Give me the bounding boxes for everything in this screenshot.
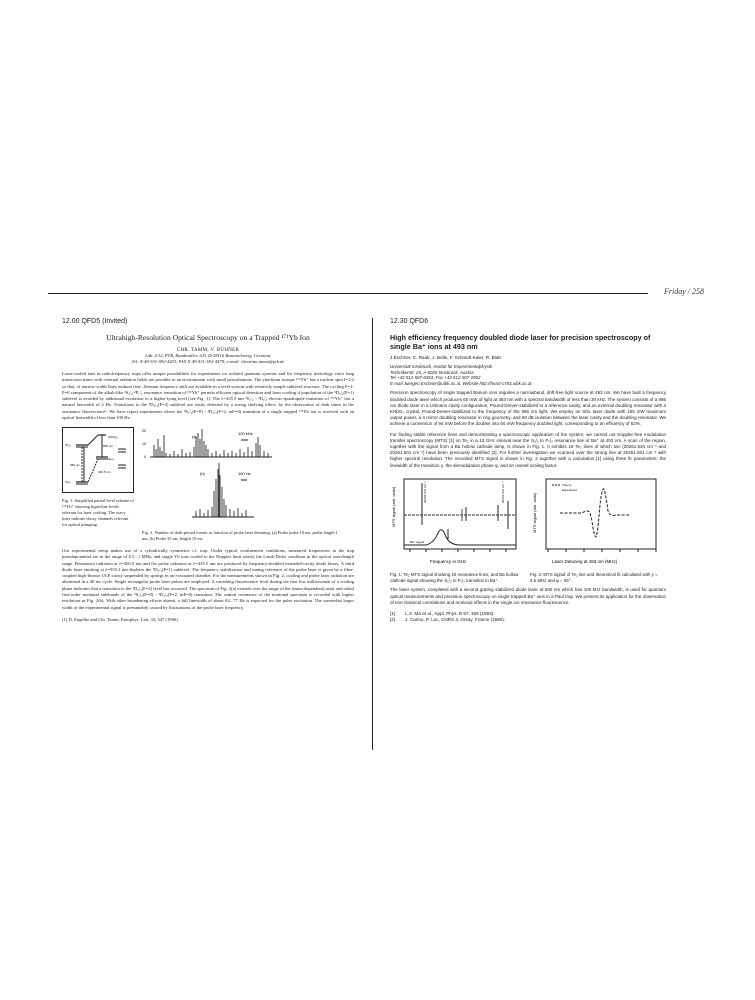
- left-title: Ultrahigh-Resolution Optical Spectroscopy on a Trapped ¹⁷¹Yb Ion: [106, 333, 310, 342]
- page-header: Friday / 258: [664, 287, 704, 296]
- right-figure-1-caption: Fig. 1: Te₂ MTS signal showing 16 resonance lines, and Ba hollow cathode signal showing the S₁/₂ to P₁/₂ transition in Ba⁺.: [390, 571, 519, 583]
- left-figure-1: [62, 427, 134, 542]
- right-figure-2: [530, 475, 660, 584]
- fig2-xlabel: Laser Detuning at 493 nm (MHz): [552, 558, 618, 564]
- ref-1-text: L.S. Ma et al., Appl. Phys. B 57, 159 (1993).: [405, 611, 495, 617]
- right-paragraph-3: The laser system, completed with a second grating stabilized diode laser at 650 nm which has 100 kHz bandwidth, is used for quantum optical measurements and precision spectroscopy on single trapped Ba⁺ ions in a Paul trap. We present its application for the observation of non-classical correlations and motional effects in the single ion resonance fluorescence.: [390, 587, 666, 605]
- right-paragraph-2: For finding stable reference lines and demonstrating a spectroscopic application of the system, we carried out Doppler-free modulation transfer spectroscopy (MTS) [1] on Te₂ in a 13 GHz interval near the S₁/₂ to P₁/₂ resonance line of Ba⁺ at 493 nm. A scan of the region, together with the signal from a Ba hollow cathode lamp, is shown in Fig. 1. It exhibits 16 Te₂ lines of which two (20261.534 cm⁻¹ and 20261.601 cm⁻¹) have been previously identified [2]. For further investigation we scanned over the strong line at 20261.561 cm⁻¹ with higher spectral resolution. The recorded MTS signal is shown in Fig. 2 together with a calculation [1] using three fit parameters: the linewidth of the transition γ, the demodulation phase φ, and an overall scaling factor.: [390, 431, 666, 468]
- svg-text:²[3/2]₁/₂: ²[3/2]₁/₂: [108, 435, 118, 440]
- panel-a-label: (a): [192, 434, 197, 440]
- left-contact: Tel: X-49-531-592-4433, FAX X-49-531-592-4479; e-mail: christian.tamm@ptb.de: [131, 359, 285, 364]
- mts-line-fit-chart: [530, 475, 660, 567]
- left-session-label: 12.00 QFD5 (Invited): [62, 318, 128, 325]
- ref-2-number: [2]: [390, 617, 396, 623]
- left-authors: CHR. TAMM, V. BÜHNER: [176, 348, 240, 353]
- column-divider: [372, 318, 373, 750]
- ref-2-text: J. Cariou, P. Luc, CNRS 3, Orsay, France (1980).: [405, 617, 506, 623]
- right-session-label: 12.30 QFD6: [390, 318, 429, 325]
- level-scheme-diagram: [62, 427, 134, 493]
- left-figure-2: [142, 427, 342, 542]
- fig1-annotation-2: 20261.601 cm⁻¹: [501, 481, 505, 503]
- fig2-legend-experiment: Experiment: [562, 487, 578, 492]
- left-paragraph-2: Our experimental setup makes use of a cylindrically symmetric r.f. trap. Under typical confinement conditions, measured frequencies in the trap pseudopotential are in the range of 0.5...1 MHz, and single Yb ions cooled to the Doppler limit satisfy the Lamb-Dicke condition in the optical wavelength range. Resonance radiation at λ=369.5 nm and the probe radiation at λ=435.5 nm are produced by frequency-doubled extended-cavity diode lasers. A third diode laser emitting at λ=935.2 nm depletes the ²D₃/₂(F=1) sublevel. The frequency stabilization and tuning reference of the probe laser is given by a fiber-coupled high-finesse ULE cavity suspended by springs in an evacuated chamber. For the measurements shown in Fig. 2, cooling and probe laser radiation are alternated in a 40 ms cycle. Single rectangular probe laser pulses are employed. A vanishing fluorescence level during the first few milliseconds of a cooling phase indicates that a transition to the ²D₃/₂(F=2) level has occurred. The spectrum of Fig. 2(a) extends over the range of the (mass-dependent) axial and radial first-order motional sidebands of the ²S₁/₂(F=0) - ²D₃/₂(F=2, mF=0) transition. The central resonance of the motional spectrum is recorded with higher resolution in Fig. 2(b). With other broadening effects absent, a full linewidth of about 84...77 Hz is expected for the pulse excitation. The somewhat larger width of the experimental signal is presumably caused by fluctuations of the probe laser frequency.: [62, 547, 354, 610]
- svg-text:²S₁/₂: ²S₁/₂: [65, 480, 72, 485]
- left-figure-1-caption: Fig. 1. Simplified partial level scheme of ¹⁷¹Yb⁺ showing hyperfine levels relevant for laser cooling. The wavy lines indicate decay channels relevant for optical pumping.: [62, 498, 134, 527]
- left-abstract: [62, 318, 354, 623]
- svg-text:²P₁/₂: ²P₁/₂: [65, 443, 72, 448]
- fig1-annotation-1: 20261.534 cm⁻¹: [423, 481, 427, 503]
- right-affiliation-3: Tel +43-512-507-6353, Fax +43-512-507-2952: [390, 375, 481, 381]
- svg-text:10: 10: [142, 442, 146, 447]
- svg-text:369 nm: 369 nm: [70, 463, 81, 468]
- svg-text:0: 0: [144, 455, 146, 460]
- svg-text:²D₃/₂: ²D₃/₂: [108, 457, 115, 462]
- right-authors: J.Eschner, C. Raab, J. Bolle, F. Schmidt-Kaler, R. Blatt: [390, 355, 501, 360]
- right-figure-2-caption: Fig. 2: MTS signal of Te₂ line and theoretical fit calculated with γ = 4.5 MHz and φ = 65°.: [530, 571, 658, 583]
- panel-a-scale: 100 kHz: [238, 431, 253, 437]
- fig1-ba-annotation: Ba⁺ signal: [410, 539, 424, 544]
- panel-b-label: (b): [200, 471, 205, 477]
- fig2-ylabel: MTS signal (arb. units): [532, 492, 537, 533]
- ref-1-number: [1]: [390, 611, 396, 617]
- dark-events-spectrum-chart: [142, 427, 342, 525]
- right-paragraph-1: Precision spectroscopy of single trapped Barium ions requires a narrowband, drift-free light source at 493 nm. We have built a frequency doubled diode laser which produces 60 mW of light at 493 nm with a spectral bandwidth of less than 30 kHz. The system consists of a 986 nm diode laser in a Littmann cavity configuration, Pound-Drever-stabilized to a reference cavity, and an external doubling resonator with a KNbO₃ crystal, Pound-Drever-stabilized to the frequency of the 986 nm light. We employ an SDL laser diode with 150 mW maximum output power, a 4 mirror doubling resonator in ring geometry, and 60 dB isolation between the laser cavity and the doubling resonator. We achieve a conversion of 94 mW before the doubler into 60 mW frequency doubled light, corresponding to an efficiency of 63%.: [390, 390, 666, 427]
- left-paragraph-1: Laser-cooled ions in radiofrequency traps offer unique possibilities for experiments on isolated quantum systems and for frequency metrology since long interaction times with external radiation fields are possible in an environment with small perturbations. The ytterbium isotope ¹⁷¹Yb⁺ has a nuclear spin I=1/2 so that, of narrow-width lines without first- Zeeman frequency shift are available in a level system with relatively simple sublevel structure. The cycling F=1-F=0 component of the alkali-like ²S₁/₂-²P₁/₂ resonance transition of ¹⁷¹Yb⁺ permits efficient optical detection and laser cooling if population of the ²D₃/₂(F=1) sublevel is avoided by additional excitation to a higher-lying level (see Fig. 1). The λ=435.5 nm ²S₁/₂ - ²D₃/₂ electric-quadrupole transition of ¹⁷¹Yb⁺ has a natural linewidth of 3 Hz. Transitions to the ²D₃/₂(F=2) sublevel are easily detected by a strong shelving effect, by the observation of dark times in the resonance fluorescence¹. We have report experiments where the ²S₁/₂(F=0) - ²D₃/₂(F=2, mF=0) transition of a single trapped ¹⁷¹Yb ion is resolved with an optical linewidth of less than 100 Hz.: [62, 371, 354, 421]
- fig1-xlabel: Frequency in GHz: [430, 558, 467, 564]
- right-figure-1: [390, 475, 520, 584]
- right-reference-2: [390, 617, 666, 623]
- right-title: High efficiency frequency doubled diode laser for precision spectroscopy of single Ba⁺ ions at 493 nm: [390, 333, 651, 351]
- left-figure-2-caption: Fig. 2. Number of dark-period events as function of probe laser detuning; (a) Probe pulse 10 ms, probe length 1 ms; (b) Probe 35 ms, length 10 ms.: [142, 530, 338, 542]
- left-reference: [1] D. Engelke and Chr. Tamm, Europhys. Lett. 33, 347 (1996): [62, 616, 178, 622]
- svg-text:20: 20: [142, 429, 146, 434]
- right-affiliation-4: E-mail Juergen.Eschner@uibk.ac.at, Website http://heart-c704.uibk.ac.at: [390, 380, 532, 386]
- left-figures: [62, 427, 354, 542]
- svg-text:935 nm: 935 nm: [103, 444, 114, 449]
- right-affiliation-2: Technikerstr. 25, A-6020 Innsbruck, Austria: [390, 369, 474, 375]
- fig1-ylabel: MTS signal (arb. units): [391, 486, 396, 527]
- svg-text:435.5 nm: 435.5 nm: [98, 470, 111, 475]
- left-affiliation: Lab. 4.32, PTB, Bundesallee 100, D-38116 Braunschweig, Germany: [145, 353, 271, 358]
- page-top-rule: [48, 293, 648, 294]
- right-affiliation-1: Universität Innsbruck, Institut für Experimentalphysik: [390, 364, 493, 369]
- te2-mts-scan-chart: [390, 475, 520, 567]
- right-abstract: [390, 318, 666, 623]
- right-figures: [390, 475, 666, 584]
- fig2-legend-theory: Theory: [562, 482, 572, 487]
- panel-b-scale: 100 Hz: [238, 471, 251, 477]
